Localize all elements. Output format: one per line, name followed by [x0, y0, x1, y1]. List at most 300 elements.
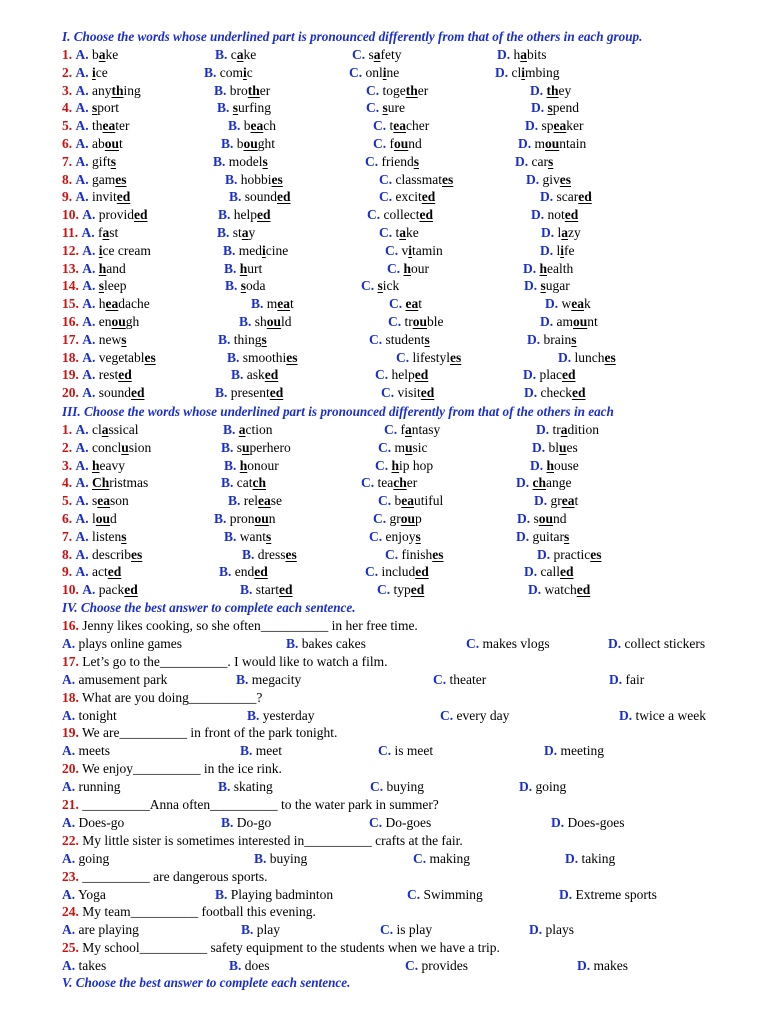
answer-option[interactable]	[62, 886, 106, 904]
answer-option[interactable]	[62, 742, 110, 760]
option-letter: D.	[515, 153, 529, 169]
answer-option[interactable]	[516, 528, 569, 546]
word-prefix: gift	[92, 153, 111, 169]
answer-option[interactable]	[369, 814, 431, 832]
option-letter: C.	[433, 671, 447, 687]
underlined-part: ed	[420, 385, 435, 401]
question-number: 24.	[62, 904, 79, 920]
answer-option[interactable]	[349, 64, 399, 82]
answer-option[interactable]	[221, 474, 266, 492]
answer-option[interactable]	[227, 349, 298, 367]
option-letter: D.	[516, 475, 530, 491]
option-letter: D.	[524, 385, 538, 401]
option-letter: D.	[540, 242, 554, 258]
word-suffix: bits	[527, 47, 547, 62]
underlined-part: u	[242, 439, 250, 455]
answer-option[interactable]	[62, 707, 117, 725]
underlined-part: s	[92, 100, 98, 116]
option-letter: A.	[82, 385, 96, 401]
answer-option[interactable]	[516, 474, 571, 492]
word-suffix: ce cream	[102, 242, 151, 258]
option-letter: B.	[217, 100, 230, 116]
answer-row	[0, 886, 768, 904]
answer-option[interactable]	[214, 82, 270, 100]
option-text: taking	[581, 850, 616, 866]
question-text: My little sister is sometimes interested in__________ crafts at the fair.	[82, 832, 463, 848]
answer-option[interactable]	[62, 510, 117, 528]
underlined-part: ed	[257, 207, 271, 223]
option-letter: A.	[62, 707, 76, 723]
answer-option[interactable]	[204, 64, 253, 82]
question-number: 16.	[62, 314, 79, 329]
word-prefix: includ	[381, 564, 416, 580]
option-letter: D.	[495, 64, 509, 80]
answer-option[interactable]	[413, 850, 470, 868]
option-letter: C.	[380, 922, 394, 938]
answer-option[interactable]	[218, 778, 273, 796]
answer-option[interactable]	[213, 153, 268, 171]
question-text-line	[62, 760, 282, 778]
answer-option[interactable]	[217, 99, 271, 117]
answer-option[interactable]	[239, 313, 292, 331]
word-prefix: excit	[395, 189, 422, 205]
answer-option[interactable]	[565, 850, 615, 868]
answer-option[interactable]	[247, 707, 315, 725]
answer-option[interactable]	[375, 457, 433, 475]
answer-option[interactable]	[523, 260, 573, 278]
answer-option[interactable]	[221, 135, 275, 153]
answer-option[interactable]	[240, 581, 293, 599]
word-suffix: ssical	[108, 422, 139, 437]
word-prefix: v	[401, 242, 409, 258]
underlined-part: s	[377, 278, 383, 294]
underlined-part: s	[547, 153, 554, 169]
word-prefix: help	[233, 207, 258, 223]
answer-option[interactable]	[524, 277, 570, 295]
underlined-part: a	[560, 422, 568, 437]
answer-option[interactable]	[240, 742, 282, 760]
word-prefix: s	[533, 511, 539, 526]
word-prefix: concl	[92, 439, 122, 455]
word-prefix: friend	[381, 153, 414, 169]
underlined-part: es	[115, 171, 127, 187]
word-prefix: help	[391, 367, 415, 383]
underlined-part: es	[285, 546, 297, 562]
word-prefix: l	[557, 225, 562, 240]
answer-option[interactable]	[225, 171, 283, 189]
answer-option[interactable]	[373, 510, 422, 528]
word-prefix: pron	[229, 511, 255, 526]
answer-option[interactable]	[62, 957, 106, 975]
answer-option[interactable]	[62, 171, 127, 189]
underlined-part: s	[261, 331, 267, 347]
answer-option[interactable]	[515, 153, 553, 171]
answer-option[interactable]	[531, 206, 578, 224]
question-number: 25.	[62, 940, 79, 956]
answer-option[interactable]	[62, 117, 130, 135]
answer-option[interactable]	[62, 135, 123, 153]
option-letter: A.	[62, 814, 76, 830]
answer-option[interactable]	[62, 921, 139, 939]
answer-option[interactable]	[228, 117, 276, 135]
word-prefix: cl	[511, 64, 522, 80]
word-prefix: provid	[98, 207, 134, 223]
answer-option[interactable]	[381, 384, 434, 402]
answer-option[interactable]	[540, 188, 592, 206]
answer-option[interactable]	[524, 563, 574, 581]
answer-option[interactable]	[225, 277, 266, 295]
option-letter: B.	[229, 958, 242, 974]
answer-option[interactable]	[251, 295, 294, 313]
option-letter: A.	[62, 922, 76, 938]
answer-option[interactable]	[369, 528, 421, 546]
answer-option[interactable]	[62, 313, 139, 331]
answer-option[interactable]	[217, 224, 255, 242]
answer-option[interactable]	[62, 224, 118, 242]
answer-option[interactable]	[219, 563, 268, 581]
answer-option[interactable]	[62, 64, 108, 82]
word-suffix: ne	[386, 64, 400, 80]
option-letter: C.	[361, 475, 375, 491]
answer-option[interactable]	[361, 277, 399, 295]
answer-row	[0, 957, 768, 975]
answer-option[interactable]	[531, 99, 579, 117]
word-suffix: our	[411, 260, 430, 276]
answer-option[interactable]	[62, 242, 151, 260]
answer-option[interactable]	[366, 99, 405, 117]
answer-option[interactable]	[62, 331, 127, 349]
question-row	[0, 510, 768, 528]
answer-option[interactable]	[529, 921, 574, 939]
answer-option[interactable]	[466, 635, 550, 653]
underlined-part: ou	[111, 314, 126, 329]
underlined-part: ed	[421, 189, 436, 205]
answer-option[interactable]	[524, 384, 585, 402]
answer-option[interactable]	[369, 331, 430, 349]
answer-option[interactable]	[62, 778, 121, 796]
answer-option[interactable]	[527, 331, 577, 349]
answer-option[interactable]	[440, 707, 509, 725]
answer-option[interactable]	[218, 331, 267, 349]
answer-option[interactable]	[558, 349, 616, 367]
answer-option[interactable]	[384, 421, 440, 439]
answer-option[interactable]	[62, 457, 125, 475]
answer-option[interactable]	[433, 671, 486, 689]
question-number: 1.	[62, 47, 73, 62]
word-suffix: ick	[382, 278, 400, 294]
underlined-part: i	[560, 242, 565, 258]
underlined-part: ea	[571, 296, 584, 312]
question-text: Jenny likes cooking, so she often__________ in her free time.	[82, 618, 418, 633]
answer-option[interactable]	[517, 510, 567, 528]
answer-option[interactable]	[523, 366, 576, 384]
answer-option[interactable]	[378, 742, 433, 760]
underlined-part: h	[403, 260, 412, 276]
word-prefix: brain	[543, 331, 572, 347]
answer-option[interactable]	[532, 439, 578, 457]
answer-option[interactable]	[229, 957, 270, 975]
answer-option[interactable]	[367, 206, 433, 224]
word-suffix: onour	[247, 457, 279, 473]
option-text: plays	[545, 922, 574, 938]
option-letter: D.	[523, 367, 537, 383]
option-letter: D.	[537, 546, 551, 562]
answer-option[interactable]	[378, 439, 428, 457]
answer-option[interactable]	[62, 581, 138, 599]
underlined-part: ea	[97, 493, 111, 509]
answer-option[interactable]	[528, 581, 590, 599]
option-letter: B.	[223, 242, 236, 258]
answer-option[interactable]	[495, 64, 560, 82]
answer-option[interactable]	[231, 366, 278, 384]
answer-option[interactable]	[214, 510, 276, 528]
answer-option[interactable]	[241, 921, 280, 939]
question-number: 12.	[62, 242, 79, 258]
section-4-title: IV. Choose the best answer to complete each sentence.	[62, 600, 356, 615]
answer-option[interactable]	[545, 295, 591, 313]
underlined-part: es	[286, 349, 298, 365]
option-letter: D.	[530, 457, 544, 473]
option-letter: B.	[215, 886, 228, 902]
answer-option[interactable]	[525, 117, 584, 135]
word-suffix: urt	[247, 260, 263, 276]
underlined-part: i	[98, 242, 103, 258]
word-suffix: ure	[387, 100, 406, 116]
answer-option[interactable]	[537, 546, 601, 564]
option-letter: D.	[531, 100, 545, 116]
answer-option[interactable]	[365, 153, 419, 171]
word-prefix: vegetabl	[98, 349, 145, 365]
answer-option[interactable]	[221, 439, 291, 457]
answer-option[interactable]	[619, 707, 706, 725]
answer-option[interactable]	[229, 188, 291, 206]
word-prefix: onl	[365, 64, 383, 80]
answer-option[interactable]	[62, 366, 132, 384]
answer-option[interactable]	[530, 457, 579, 475]
option-letter: A.	[82, 331, 96, 347]
word-suffix: t	[290, 296, 294, 312]
word-prefix: model	[228, 153, 263, 169]
answer-option[interactable]	[215, 46, 256, 64]
answer-option[interactable]	[559, 886, 657, 904]
answer-option[interactable]	[385, 242, 443, 260]
answer-option[interactable]	[223, 421, 273, 439]
answer-option[interactable]	[62, 260, 126, 278]
answer-option[interactable]	[387, 260, 429, 278]
answer-option[interactable]	[534, 492, 578, 510]
underlined-part: ch	[393, 475, 407, 491]
option-letter: C.	[378, 493, 392, 509]
answer-option[interactable]	[541, 224, 581, 242]
option-letter: C.	[378, 743, 392, 759]
underlined-part: a	[238, 422, 246, 437]
answer-option[interactable]	[236, 671, 301, 689]
underlined-part: s	[564, 528, 570, 544]
question-row	[0, 242, 768, 260]
option-letter: A.	[82, 296, 96, 312]
word-suffix: ugar	[545, 278, 570, 294]
answer-option[interactable]	[254, 850, 307, 868]
answer-option[interactable]	[388, 313, 444, 331]
word-prefix: call	[540, 564, 560, 580]
answer-option[interactable]	[242, 546, 297, 564]
option-text: is meet	[394, 743, 434, 759]
answer-option[interactable]	[62, 277, 127, 295]
answer-option[interactable]	[370, 778, 424, 796]
answer-option[interactable]	[62, 474, 148, 492]
answer-option[interactable]	[62, 528, 127, 546]
answer-option[interactable]	[378, 492, 443, 510]
question-row	[0, 171, 768, 189]
underlined-part: h	[239, 260, 248, 276]
answer-option[interactable]	[366, 82, 428, 100]
option-letter: B.	[213, 153, 226, 169]
answer-option[interactable]	[352, 46, 402, 64]
answer-option[interactable]	[62, 349, 156, 367]
answer-option[interactable]	[62, 421, 139, 439]
answer-option[interactable]	[385, 546, 444, 564]
answer-option[interactable]	[62, 206, 148, 224]
answer-option[interactable]	[518, 135, 586, 153]
answer-option[interactable]	[62, 384, 145, 402]
answer-option[interactable]	[577, 957, 628, 975]
underlined-part: ch	[252, 475, 267, 491]
option-letter: D.	[524, 564, 538, 580]
option-letter: B.	[227, 349, 240, 365]
answer-option[interactable]	[62, 99, 119, 117]
option-text: does	[244, 958, 270, 974]
word-suffix: dache	[118, 296, 150, 312]
answer-option[interactable]	[380, 921, 432, 939]
word-prefix: b	[92, 47, 99, 62]
answer-option[interactable]	[62, 814, 124, 832]
option-letter: C.	[440, 707, 454, 723]
underlined-part: ed	[414, 367, 429, 383]
answer-option[interactable]	[62, 82, 141, 100]
answer-option[interactable]	[62, 492, 129, 510]
answer-option[interactable]	[544, 742, 604, 760]
answer-option[interactable]	[224, 260, 262, 278]
underlined-part: ed	[118, 367, 132, 383]
answer-option[interactable]	[62, 546, 142, 564]
word-prefix: f	[389, 136, 394, 151]
option-letter: A.	[75, 47, 89, 62]
option-letter: C.	[366, 100, 380, 116]
option-letter: A.	[75, 64, 89, 80]
answer-option[interactable]	[62, 563, 121, 581]
underlined-part: s	[547, 100, 553, 116]
answer-option[interactable]	[224, 457, 279, 475]
option-text: meets	[78, 743, 110, 759]
answer-option[interactable]	[530, 82, 571, 100]
answer-option[interactable]	[218, 206, 271, 224]
option-text: takes	[78, 958, 107, 974]
word-suffix: ouse	[554, 457, 579, 473]
underlined-part: es	[144, 349, 156, 365]
word-prefix: present	[230, 385, 270, 401]
answer-option[interactable]	[62, 295, 150, 313]
option-letter: B.	[218, 331, 231, 347]
answer-option[interactable]	[540, 242, 575, 260]
answer-option[interactable]	[526, 171, 571, 189]
underlined-part: ch	[532, 475, 546, 491]
answer-row	[0, 850, 768, 868]
answer-option[interactable]	[62, 635, 182, 653]
answer-option[interactable]	[286, 635, 366, 653]
word-prefix: giv	[542, 171, 560, 187]
answer-option[interactable]	[224, 528, 271, 546]
answer-option[interactable]	[407, 886, 483, 904]
question-row	[0, 474, 768, 492]
answer-option[interactable]	[62, 439, 151, 457]
question-number: 10.	[62, 582, 79, 598]
answer-option[interactable]	[389, 295, 422, 313]
answer-option[interactable]	[609, 671, 644, 689]
answer-option[interactable]	[62, 671, 167, 689]
answer-option[interactable]	[62, 153, 116, 171]
answer-option[interactable]	[375, 366, 428, 384]
answer-option[interactable]	[62, 850, 109, 868]
underlined-part: ed	[564, 207, 579, 223]
answer-option[interactable]	[379, 224, 419, 242]
answer-option[interactable]	[536, 421, 599, 439]
answer-option[interactable]	[62, 188, 130, 206]
word-prefix: smoothi	[242, 349, 287, 365]
option-letter: B.	[218, 207, 231, 223]
word-suffix: port	[97, 100, 120, 116]
answer-option[interactable]	[215, 384, 283, 402]
section-3-title: III. Choose the words whose underlined part is pronounced differently from that of the others in each	[62, 404, 614, 419]
word-prefix: guitar	[532, 528, 564, 544]
word-prefix: f	[98, 225, 103, 240]
option-letter: C.	[378, 439, 392, 455]
answer-option[interactable]	[228, 492, 282, 510]
answer-option[interactable]	[221, 814, 271, 832]
answer-option[interactable]	[540, 313, 598, 331]
underlined-part: s	[382, 100, 388, 116]
answer-option[interactable]	[215, 886, 333, 904]
option-letter: D.	[565, 850, 579, 866]
word-suffix: perhero	[249, 439, 291, 455]
underlined-part: a	[405, 422, 412, 437]
answer-option[interactable]	[379, 171, 453, 189]
answer-option[interactable]	[396, 349, 461, 367]
answer-option[interactable]	[377, 581, 424, 599]
question-row	[0, 46, 768, 64]
answer-option[interactable]	[405, 957, 468, 975]
underlined-part: ea	[250, 118, 264, 134]
answer-option[interactable]	[373, 135, 422, 153]
word-suffix: sion	[128, 439, 152, 455]
word-prefix: lifestyl	[412, 349, 450, 365]
option-letter: D.	[534, 493, 548, 509]
question-row	[0, 295, 768, 313]
answer-option[interactable]	[361, 474, 417, 492]
answer-option[interactable]	[62, 46, 118, 64]
answer-option[interactable]	[379, 188, 435, 206]
answer-option[interactable]	[365, 563, 429, 581]
word-suffix: cine	[265, 242, 289, 258]
answer-option[interactable]	[223, 242, 288, 260]
answer-option[interactable]	[551, 814, 625, 832]
answer-option[interactable]	[497, 46, 547, 64]
answer-option[interactable]	[373, 117, 429, 135]
answer-option[interactable]	[608, 635, 705, 653]
answer-option[interactable]	[519, 778, 566, 796]
option-letter: A.	[82, 349, 96, 365]
option-letter: D.	[530, 82, 544, 98]
option-letter: B.	[215, 385, 228, 401]
